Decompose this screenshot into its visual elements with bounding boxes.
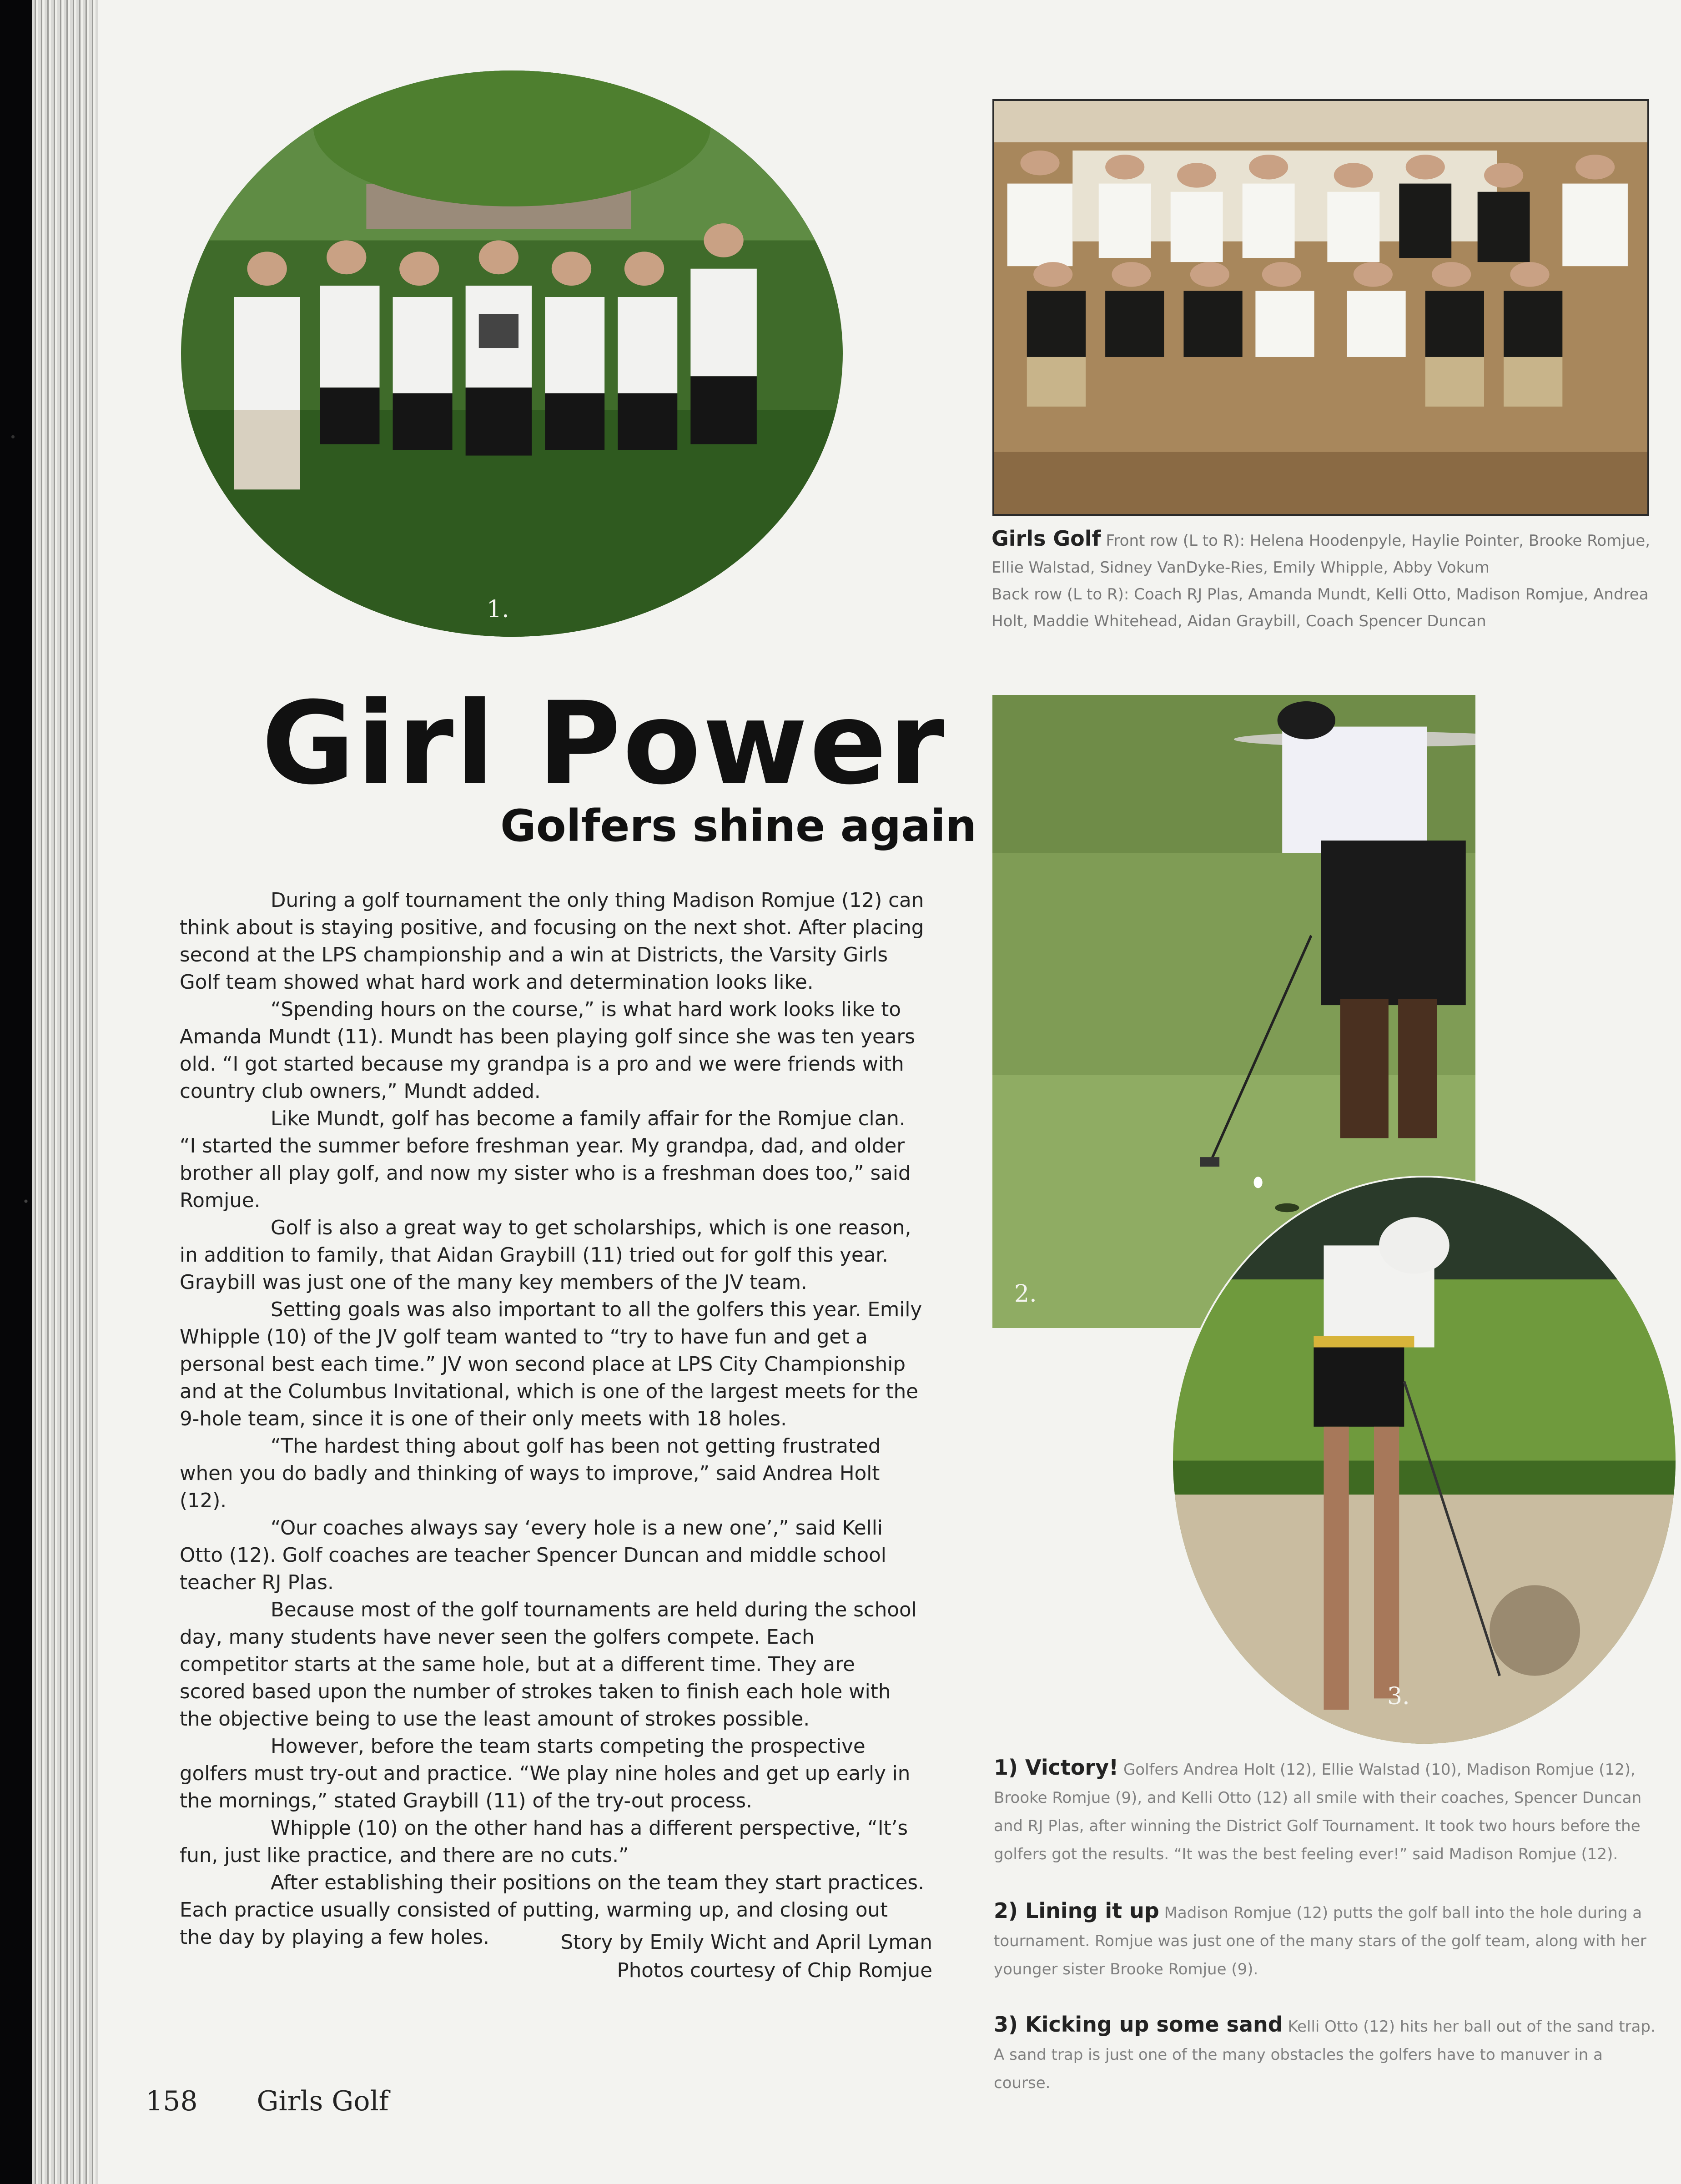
team-caption-title: Girls Golf: [991, 526, 1101, 551]
story-paragraph: Whipple (10) on the other hand has a different perspective, “It’s fun, just like practice, and there are no cuts.”: [180, 1817, 908, 1867]
putting-photo-number: 2.: [1014, 1280, 1037, 1308]
caption-putting-title: 2) Lining it up: [994, 1898, 1159, 1923]
story-paragraph: “The hardest thing about golf has been not getting frustrated when you do badly and thinking of ways to improve,” said Andrea Holt (12).: [180, 1435, 881, 1512]
caption-sand-trap-title: 3) Kicking up some sand: [994, 2012, 1283, 2037]
team-caption-back-row: Back row (L to R): Coach RJ Plas, Amanda Mundt, Kelli Otto, Madison Romjue, Andrea Holt, Maddie Whitehead, Aidan Graybill, Coach Spencer Duncan: [991, 585, 1649, 630]
story-paragraph: During a golf tournament the only thing Madison Romjue (12) can think about is staying positive, and focusing on the next shot. After placing second at the LPS championship and a win at Districts, the Varsity Girls Golf team showed what hard work and determination looks like.: [180, 889, 924, 994]
story-byline: [500, 1928, 932, 1985]
sand-trap-photo: [1171, 1176, 1677, 1746]
story-paragraph: However, before the team starts competing the prospective golfers must try-out and practice. “We play nine holes and get up early in the mornings,” stated Graybill (11) of the try-out process.: [180, 1735, 911, 1812]
story-paragraph: Because most of the golf tournaments are held during the school day, many students have never seen the golfers compete. Each competitor starts at the same hole, but at a different time. They are scored based upon the number of strokes taken to finish each hole with the objective being to use the least amount of strokes possible.: [180, 1599, 917, 1731]
page-number: 158: [146, 2085, 198, 2117]
team-photo: [992, 99, 1649, 516]
page-title: Girl Power: [262, 677, 946, 810]
sand-trap-photo-number: 3.: [1387, 1683, 1410, 1710]
victory-photo-number: 1.: [487, 596, 509, 623]
page-folio: [146, 2085, 389, 2117]
story-paragraph: “Spending hours on the course,” is what hard work looks like to Amanda Mundt (11). Mundt has been playing golf since she was ten years old. “I got started because my grandpa is a pro and we were friends with country club owners,” Mundt added.: [180, 998, 915, 1103]
story-paragraph: “Our coaches always say ‘every hole is a new one’,” said Kelli Otto (12). Golf coaches are teacher Spencer Duncan and middle school teacher RJ Plas.: [180, 1517, 886, 1594]
caption-victory-text: Golfers Andrea Holt (12), Ellie Walstad (10), Madison Romjue (12), Brooke Romjue (9), and Kelli Otto (12) all smile with their coaches, Spencer Duncan and RJ Plas, after winning the District Golf Tournament. It took two hours before the golfers got the results. “It was the best feeling ever!” said Madison Romjue (12).: [994, 1761, 1642, 1863]
page-subtitle: Golfers shine again: [500, 800, 977, 851]
byline-writers: Story by Emily Wicht and April Lyman: [560, 1931, 932, 1954]
caption-sand-trap-text: Kelli Otto (12) hits her ball out of the sand trap. A sand trap is just one of the many obstacles the golfers have to manuver in a course.: [994, 2018, 1656, 2092]
team-photo-caption: [991, 525, 1660, 635]
caption-victory: [994, 1753, 1658, 1868]
caption-putting: [994, 1897, 1658, 1983]
team-caption-front-row: Front row (L to R): Helena Hoodenpyle, Haylie Pointer, Brooke Romjue, Ellie Walstad, Sidney VanDyke-Ries, Emily Whipple, Abby Vokum: [991, 532, 1651, 577]
page-edges: [32, 0, 100, 2184]
byline-photos: Photos courtesy of Chip Romjue: [617, 1959, 932, 1982]
caption-victory-title: 1) Victory!: [994, 1755, 1119, 1780]
section-name: Girls Golf: [257, 2085, 389, 2117]
victory-photo: [181, 70, 843, 637]
story-paragraph: Like Mundt, golf has become a family affair for the Romjue clan. “I started the summer before freshman year. My grandpa, dad, and older brother all play golf, and now my sister who is a freshman does too,” said Romjue.: [180, 1107, 911, 1212]
story-body: [180, 887, 926, 1951]
story-paragraph: After establishing their positions on the team they start practices. Each practice usually consisted of putting, warming up, and closing out the day by playing a few holes.: [180, 1872, 924, 1949]
caption-sand-trap: [994, 2010, 1658, 2097]
caption-putting-text: Madison Romjue (12) putts the golf ball into the hole during a tournament. Romjue was just one of the many stars of the golf team, along with her younger sister Brooke Romjue (9).: [994, 1904, 1646, 1978]
story-paragraph: Golf is also a great way to get scholarships, which is one reason, in addition to family, that Aidan Graybill (11) tried out for golf this year. Graybill was just one of the many key members of the JV team.: [180, 1217, 911, 1294]
story-paragraph: Setting goals was also important to all the golfers this year. Emily Whipple (10) of the JV golf team wanted to “try to have fun and get a personal best each time.” JV won second place at LPS City Championship and at the Columbus Invitational, which is one of the largest meets for the 9-hole team, since it is one of their only meets with 18 holes.: [180, 1298, 922, 1430]
